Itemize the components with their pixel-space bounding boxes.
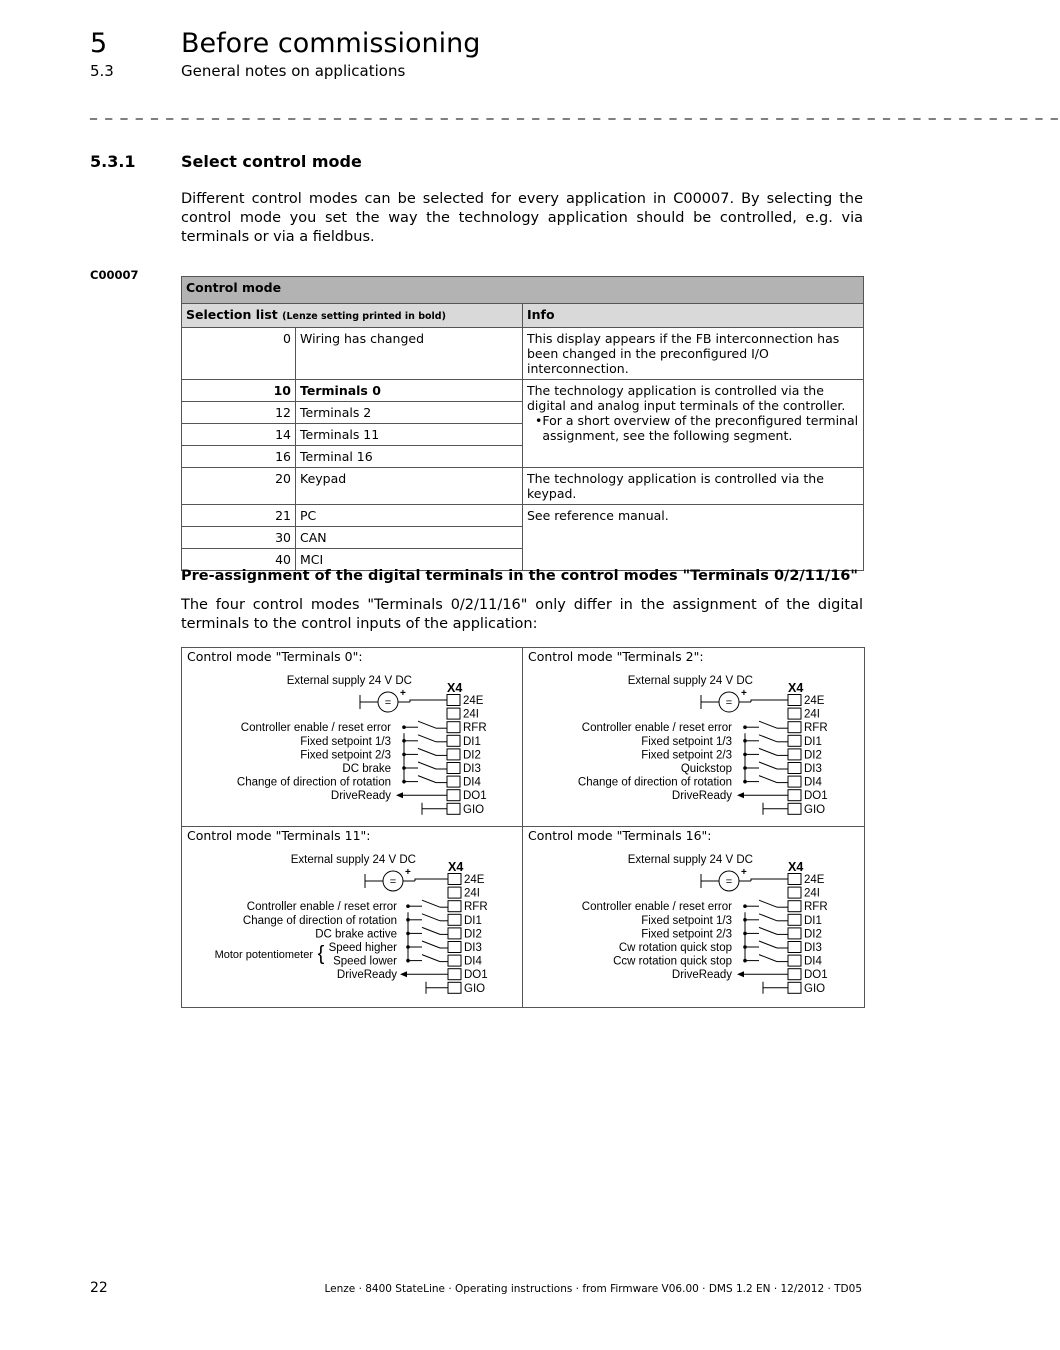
intro-paragraph: Different control modes can be selected for every application in C00007. By selecting the control mode you set the way the technology application should be controlled, e.g. via terminals or via a fieldbus. <box>181 191 863 245</box>
terminal-label: DI1 <box>464 914 482 927</box>
input-label: Fixed setpoint 1/3 <box>641 914 732 927</box>
connector-label: X4 <box>788 681 804 695</box>
input-label: Controller enable / reset error <box>581 901 732 914</box>
table-row: 12 Terminals 2 <box>182 402 864 424</box>
preassignment-text: The four control modes "Terminals 0/2/11/16" only differ in the assignment of the digital terminals to the control inputs of the application: <box>181 597 863 632</box>
terminal-label: 24I <box>463 708 479 721</box>
info-cell: The technology application is controlled via the digital and analog input terminals of the controller. • For a short overview of the preconfigured terminal assignment, see the following segment. <box>523 380 864 468</box>
terminal-label: 24E <box>464 874 485 886</box>
terminal-box <box>788 695 801 706</box>
terminal-label: DO1 <box>464 969 488 982</box>
input-label: Controller enable / reset error <box>246 901 397 914</box>
switch-contact <box>418 776 436 783</box>
terminal-label: 24E <box>463 695 484 707</box>
supply-label: External supply 24 V DC <box>627 675 753 687</box>
terminal-box <box>447 735 460 746</box>
switch-contact <box>422 927 440 934</box>
terminal-box <box>788 942 801 953</box>
header-separator: _ _ _ _ _ _ _ _ _ _ _ _ _ _ _ _ _ _ _ _ _ _ _ _ _ _ _ _ _ _ _ _ _ _ _ _ _ _ _ _ _ _ _ _ _ _ _ _ _ _ _ _ _ _ _ _ _ _ _ _ _ _ _ _ <box>90 104 1060 120</box>
terminal-box <box>788 969 801 980</box>
terminal-box <box>448 914 461 925</box>
terminal-box <box>788 722 801 733</box>
terminal-label: 24I <box>804 887 820 900</box>
terminal-label: 24E <box>804 874 825 886</box>
terminal-box <box>788 749 801 760</box>
terminal-box <box>448 942 461 953</box>
terminal-box <box>447 695 460 706</box>
terminal-box <box>788 708 801 719</box>
output-arrow <box>400 971 407 977</box>
input-label: Cw rotation quick stop <box>618 942 732 954</box>
switch-contact <box>759 748 777 755</box>
supply-wire <box>410 700 447 702</box>
supply-plus: + <box>405 867 411 878</box>
input-label: Fixed setpoint 1/3 <box>641 735 732 748</box>
input-label: Change of direction of rotation <box>242 914 397 927</box>
terminal-label: RFR <box>804 901 828 914</box>
supply-plus: + <box>741 867 747 878</box>
terminal-diagram <box>523 827 863 1007</box>
switch-contact <box>759 735 777 742</box>
supply-plus: + <box>741 688 747 699</box>
diagram-panel <box>182 827 522 1007</box>
group-brace: { <box>317 942 325 965</box>
supply-wire <box>751 879 788 881</box>
table-row: 21 PC See reference manual. <box>182 505 864 527</box>
terminal-box <box>788 955 801 966</box>
switch-contact <box>759 900 777 907</box>
terminal-box <box>448 955 461 966</box>
terminal-label: 24E <box>804 695 825 707</box>
terminal-box <box>447 790 460 801</box>
diagram-panel <box>523 827 863 1007</box>
terminal-label: DI2 <box>804 749 822 762</box>
panel-title: Control mode "Terminals 2": <box>528 649 704 664</box>
input-label: Ccw rotation quick stop <box>613 955 732 968</box>
terminal-label: DI3 <box>804 763 822 775</box>
connector-label: X4 <box>788 860 804 874</box>
input-label: Fixed setpoint 1/3 <box>300 735 391 748</box>
switch-contact <box>418 735 436 742</box>
diagram-panel <box>523 648 863 828</box>
input-label: Speed higher <box>328 942 397 954</box>
terminal-label: RFR <box>464 901 488 914</box>
switch-contact <box>418 721 436 728</box>
info-cell: The technology application is controlled via the keypad. <box>523 468 864 505</box>
supply-label: External supply 24 V DC <box>627 854 753 866</box>
terminal-label: DI4 <box>804 776 822 789</box>
terminal-label: RFR <box>463 722 487 735</box>
supply-symbol-glyph: = <box>384 697 392 709</box>
terminal-diagram <box>182 827 522 1007</box>
group-label: Motor potentiometer <box>214 948 313 961</box>
supply-wire <box>751 700 788 702</box>
terminal-diagrams <box>181 647 865 1008</box>
input-label: DC brake <box>342 763 391 775</box>
input-label: Change of direction of rotation <box>577 776 732 789</box>
chapter-title: Before commissioning <box>181 28 481 59</box>
terminal-label: GIO <box>804 803 826 816</box>
output-label: DriveReady <box>671 969 732 982</box>
table-row: 16 Terminal 16 <box>182 446 864 468</box>
terminal-box <box>448 982 461 993</box>
terminal-box <box>788 901 801 912</box>
panel-title: Control mode "Terminals 16": <box>528 828 712 843</box>
terminal-label: DI2 <box>463 749 481 762</box>
switch-contact <box>759 941 777 948</box>
supply-label: External supply 24 V DC <box>286 675 412 687</box>
panel-title: Control mode "Terminals 11": <box>187 828 371 843</box>
terminal-label: GIO <box>464 982 486 995</box>
input-label: Controller enable / reset error <box>240 722 391 735</box>
input-label: Controller enable / reset error <box>581 722 732 735</box>
input-label: Change of direction of rotation <box>236 776 391 789</box>
supply-wire <box>415 879 448 881</box>
terminal-box <box>448 887 461 898</box>
terminal-diagram <box>182 648 522 828</box>
switch-contact <box>759 762 777 769</box>
terminal-label: DI2 <box>804 928 822 941</box>
switch-contact <box>418 748 436 755</box>
panel-title: Control mode "Terminals 0": <box>187 649 363 664</box>
terminal-box <box>447 776 460 787</box>
footer-text: Lenze · 8400 StateLine · Operating instructions · from Firmware V06.00 · DMS 1.2 EN · 12/2012 · TD05 <box>324 1283 862 1295</box>
terminal-box <box>448 901 461 912</box>
input-label: Fixed setpoint 2/3 <box>641 749 732 762</box>
input-label: Fixed setpoint 2/3 <box>641 928 732 941</box>
terminal-label: RFR <box>804 722 828 735</box>
output-arrow <box>737 792 744 798</box>
terminal-diagram <box>523 648 863 828</box>
info-cell: This display appears if the FB interconnection has been changed in the preconfigured I/O interconnection. <box>523 328 864 380</box>
terminal-label: DO1 <box>463 790 487 803</box>
terminal-box <box>448 874 461 885</box>
terminal-label: GIO <box>463 803 485 816</box>
selection-list-header: Selection list (Lenze setting printed in bold) <box>182 304 523 328</box>
table-row: 30 CAN <box>182 527 864 549</box>
terminal-box <box>448 969 461 980</box>
section-number: 5.3 <box>90 62 114 80</box>
terminal-box <box>447 763 460 774</box>
switch-contact <box>422 941 440 948</box>
section-title: General notes on applications <box>181 62 406 80</box>
switch-contact <box>422 955 440 962</box>
terminal-box <box>788 874 801 885</box>
terminal-box <box>788 887 801 898</box>
terminal-box <box>788 776 801 787</box>
terminal-label: 24I <box>464 887 480 900</box>
terminal-box <box>788 803 801 814</box>
output-label: DriveReady <box>330 790 391 803</box>
terminal-box <box>788 790 801 801</box>
terminal-box <box>788 982 801 993</box>
terminal-label: DI4 <box>463 776 481 789</box>
output-label: DriveReady <box>336 969 397 982</box>
control-mode-table <box>181 276 864 571</box>
terminal-label: DO1 <box>804 790 828 803</box>
info-cell: See reference manual. <box>523 505 864 571</box>
margin-code: C00007 <box>90 268 139 282</box>
terminal-label: DI3 <box>463 763 481 775</box>
terminal-label: DI4 <box>464 955 482 968</box>
diagram-panel <box>182 648 522 828</box>
terminal-box <box>788 928 801 939</box>
terminal-box <box>447 722 460 733</box>
terminal-label: DI1 <box>804 735 822 748</box>
table-title: Control mode <box>182 277 864 304</box>
terminal-box <box>448 928 461 939</box>
switch-contact <box>759 955 777 962</box>
supply-symbol-glyph: = <box>725 697 733 709</box>
terminal-box <box>447 749 460 760</box>
table-row: 14 Terminals 11 <box>182 424 864 446</box>
table-row: 20 Keypad The technology application is controlled via the keypad. <box>182 468 864 505</box>
supply-label: External supply 24 V DC <box>290 854 416 866</box>
terminal-label: DI1 <box>463 735 481 748</box>
switch-contact <box>759 721 777 728</box>
subsection-number: 5.3.1 <box>90 152 136 171</box>
terminal-label: DO1 <box>804 969 828 982</box>
supply-symbol-glyph: = <box>725 876 733 888</box>
supply-plus: + <box>400 688 406 699</box>
input-label: Speed lower <box>333 955 397 968</box>
terminal-box <box>788 735 801 746</box>
info-header: Info <box>523 304 864 328</box>
terminal-box <box>447 803 460 814</box>
terminal-label: DI1 <box>804 914 822 927</box>
supply-symbol-glyph: = <box>389 876 397 888</box>
subsection-title: Select control mode <box>181 152 362 171</box>
terminal-label: DI3 <box>464 942 482 954</box>
page-number: 22 <box>90 1280 108 1296</box>
terminal-label: 24I <box>804 708 820 721</box>
table-row: 40 MCI <box>182 549 864 571</box>
switch-contact <box>759 914 777 921</box>
input-label: Fixed setpoint 2/3 <box>300 749 391 762</box>
table-row: 0 Wiring has changed This display appears if the FB interconnection has been changed in the preconfigured I/O interconnection. <box>182 328 864 380</box>
preassignment-heading: Pre-assignment of the digital terminals in the control modes "Terminals 0/2/11/16" <box>181 568 858 584</box>
terminal-box <box>788 914 801 925</box>
input-label: DC brake active <box>315 928 397 941</box>
output-arrow <box>396 792 403 798</box>
terminal-label: GIO <box>804 982 826 995</box>
switch-contact <box>418 762 436 769</box>
terminal-box <box>447 708 460 719</box>
chapter-number: 5 <box>90 28 108 59</box>
output-label: DriveReady <box>671 790 732 803</box>
terminal-label: DI3 <box>804 942 822 954</box>
input-label: Quickstop <box>680 763 732 775</box>
switch-contact <box>759 776 777 783</box>
switch-contact <box>422 900 440 907</box>
connector-label: X4 <box>447 681 463 695</box>
output-arrow <box>737 971 744 977</box>
table-row: 10 Terminals 0 The technology application is controlled via the digital and analog input terminals of the controller. • For a short overview of the preconfigured terminal assignment, see the following segment. <box>182 380 864 402</box>
switch-contact <box>422 914 440 921</box>
connector-label: X4 <box>448 860 464 874</box>
terminal-label: DI4 <box>804 955 822 968</box>
terminal-box <box>788 763 801 774</box>
switch-contact <box>759 927 777 934</box>
terminal-label: DI2 <box>464 928 482 941</box>
